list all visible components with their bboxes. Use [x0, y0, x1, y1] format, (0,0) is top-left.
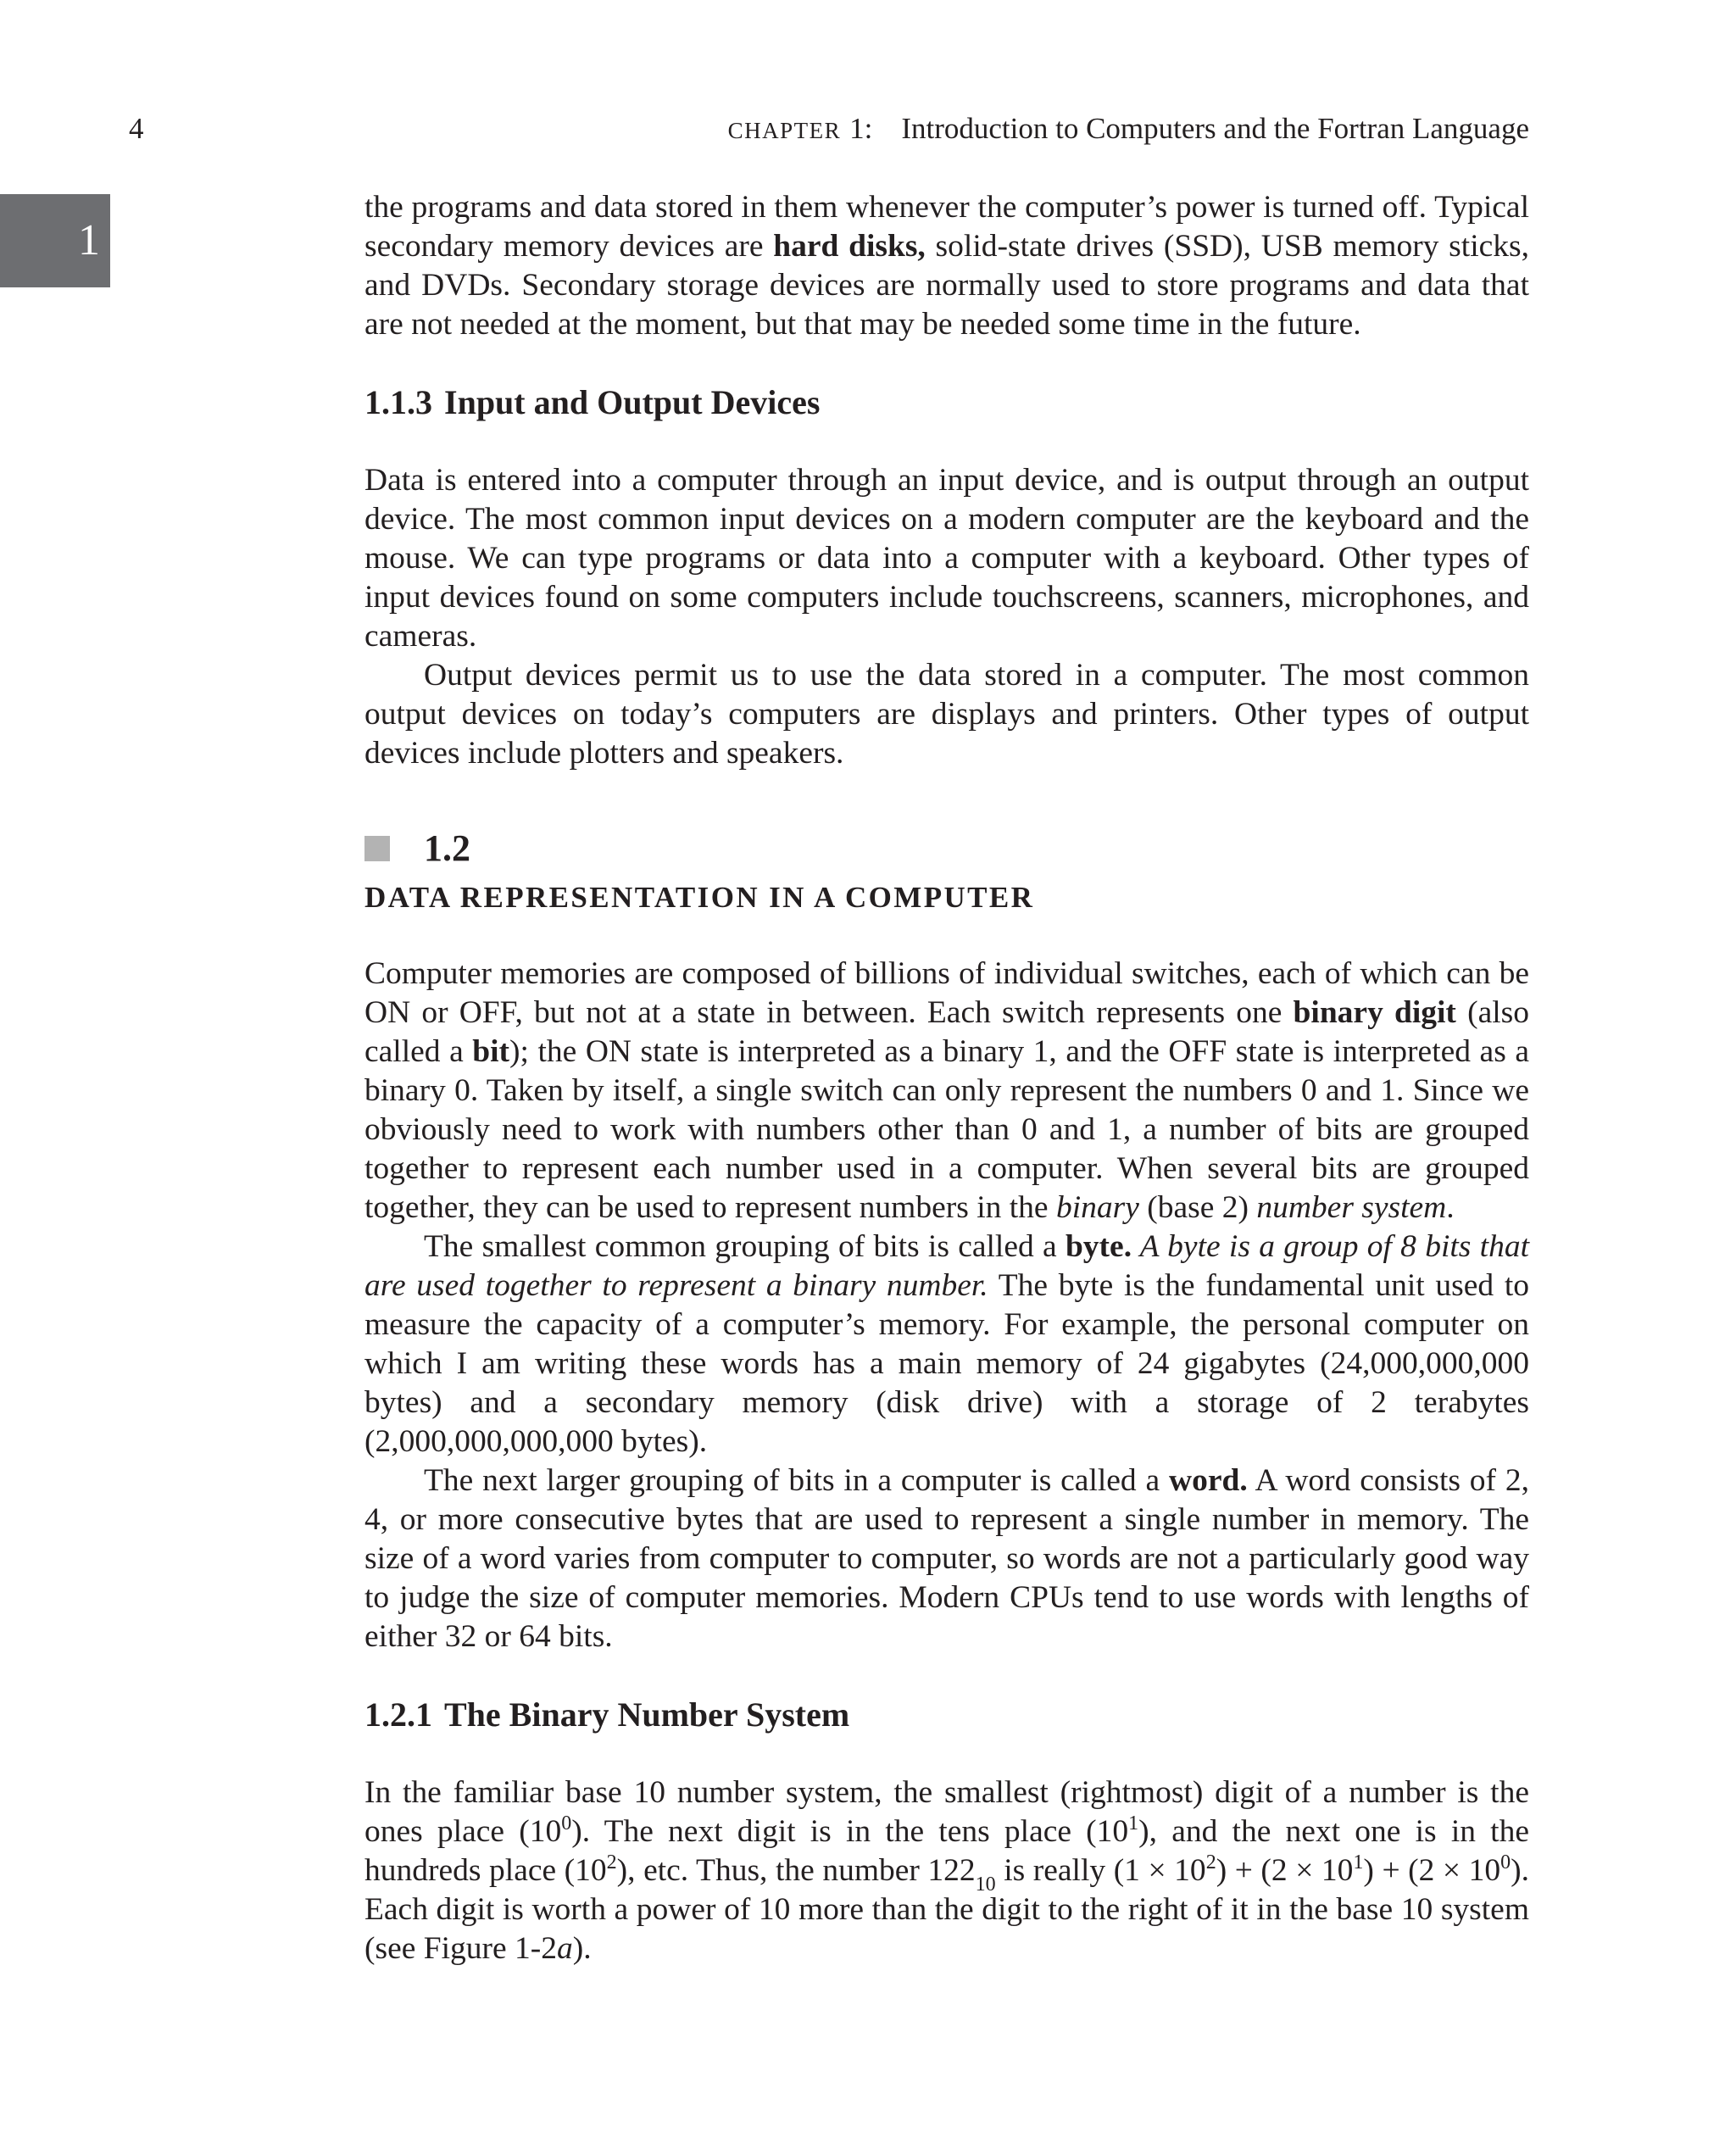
section-square-marker	[364, 836, 390, 861]
running-head	[728, 109, 1529, 151]
section-number: 1.2.1	[364, 1695, 432, 1734]
intro-paragraph: the programs and data stored in them whenever the computer’s power is turned off. Typical secondary memory devices are hard disks, solid-state drives (SSD), USB memory sticks, and DVDs. Secondary storage devices are normally used to store programs and data that are not needed at the moment, but that may be needed some time in the future.	[364, 190, 1529, 342]
section-1-1-3-heading	[364, 381, 1529, 424]
section-number: 1.2	[424, 827, 470, 869]
word-paragraph: The next larger grouping of bits in a computer is called a word. A word consists of 2, 4, or more consecutive bytes that are used to represent a single number in memory. The size of a word varies from computer to computer, so words are not a particularly good way to judge the size of computer memories. Modern CPUs tend to use words with lengths of either 32 or 64 bits.	[364, 1463, 1529, 1654]
byte-paragraph: The smallest common grouping of bits is called a byte. A byte is a group of 8 bits that are used together to represent a binary number. The byte is the fundamental unit used to measure the capacity of a computer’s memory. For example, the personal computer on which I am writing these words has a main memory of 24 gigabytes (24,000,000,000 bytes) and a secondary memory (disk drive) with a storage of 2 terabytes (2,000,000,000,000 bytes).	[364, 1229, 1529, 1459]
chapter-title: Introduction to Computers and the Fortran Language	[901, 112, 1529, 145]
section-1-2-title: DATA REPRESENTATION IN A COMPUTER	[364, 881, 1035, 914]
output-devices-paragraph: Output devices permit us to use the data stored in a computer. The most common output devices on today’s computers are displays and printers. Other types of output devices include plotters and speakers.	[364, 658, 1529, 771]
input-output-paragraph: Data is entered into a computer through an input device, and is output through an output device. The most common input devices on a modern computer are the keyboard and the mouse. We can type programs or data into a computer with a keyboard. Other types of input devices found on some computers include touchscreens, scanners, microphones, and cameras.	[364, 463, 1529, 654]
chapter-word: CHAPTER	[727, 118, 842, 143]
binary-digit-paragraph: Computer memories are composed of billions of individual switches, each of which can be ON or OFF, but not at a state in between. Each switch represents one binary digit (also called a bit); the ON state is interpreted as a binary 1, and the OFF state is interpreted as a binary 0. Taken by itself, a single switch can only represent the numbers 0 and 1. Since we obviously need to work with numbers other than 0 and 1, a number of bits are grouped together to represent each number used in a computer. When several bits are grouped together, they can be used to represent numbers in the binary (base 2) number system.	[364, 956, 1529, 1225]
chapter-tab: 1	[0, 194, 110, 287]
section-number: 1.1.3	[364, 383, 432, 421]
section-1-2-heading	[364, 827, 1529, 869]
base-10-paragraph: In the familiar base 10 number system, the smallest (rightmost) digit of a number is the ones place $(10^0)$. The next digit is in the tens place $(10^1)$, and the next one is in the hundreds place $(10^2)$, etc. Thus, the number $122_{10}$ is really $(1 \times 10^2) + (2 \times 10^1) + (2 \times 10^0)$. Each digit is worth a power of 10 more than the digit to the right of it in the base 10 system (see Figure 1-2a).	[364, 1775, 1529, 1966]
section-1-2-1-heading	[364, 1694, 1529, 1736]
chapter-number: 1:	[849, 112, 873, 145]
section-title: The Binary Number System	[444, 1695, 850, 1734]
page-content	[364, 188, 1529, 1968]
page-number: 4	[129, 112, 144, 145]
section-title: Input and Output Devices	[444, 383, 821, 421]
